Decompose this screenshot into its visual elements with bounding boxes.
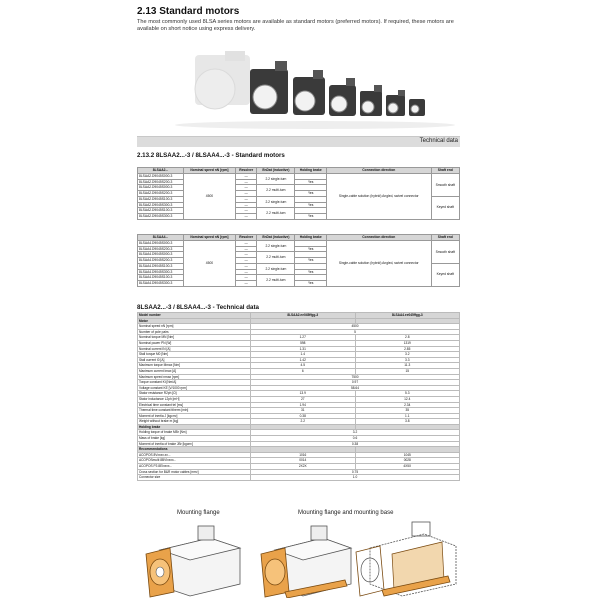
subsection-title: 2.13.2 8LSAA2...-3 / 8LSAA4...-3 - Standard motors	[137, 152, 285, 159]
motor-table-8lsaa4	[137, 234, 460, 287]
table-row: 8LSAA2.D9045S000-3 — 2.2 multi-turn	[138, 185, 460, 191]
figure-label-mounting-flange-and-base: Mounting flange and mounting base	[298, 510, 394, 516]
table-row: Voltage constant KE [V/1000 rpm] 58.64	[138, 385, 460, 391]
col-connection: Connection direction	[327, 235, 432, 241]
table-row: 8LSAA2.D9045S100-3 — 2.2 single-turn Keyed shaft	[138, 196, 460, 202]
col-shaft: Shaft end	[431, 168, 459, 174]
table-row: Stator resistance R2ph [Ω] 13.9 5.3	[138, 391, 460, 397]
motor-drawing-flange	[140, 520, 250, 598]
table-row: 8LSAA4.D9045S100-3 — 2.2 single-turn Keyed shaft	[138, 263, 460, 269]
section-title: 2.13 Standard motors	[137, 6, 240, 17]
col-brake: Holding brake	[295, 168, 327, 174]
col-speed: Nominal speed nN [rpm]	[183, 235, 235, 241]
table-row: Maximum torque Mmax [Nm] 4.5 11.3	[138, 363, 460, 369]
table-row: Torque constant Kt [Nm/A] 0.97	[138, 380, 460, 386]
technical-data-banner	[137, 136, 460, 147]
intro-paragraph: The most commonly used 8LSA series motors are available as standard motors (preferred motors). If required, these motors are available on short notice using express delivery.	[137, 19, 454, 32]
table-row: Nominal power PN [W] 598 1319	[138, 340, 460, 346]
group-row: Holding brake	[138, 424, 460, 430]
table-row: 8LSAA4.D9045S300-3 — Yes	[138, 280, 460, 286]
table-row: 8LSAA4.D9045S200-3 — Yes	[138, 246, 460, 252]
table-row: Cross section for B&R motor cables [mm²] 0.75	[138, 469, 460, 475]
table-row: ACOPOSmulti 8BVIxxxx... 0014 0028	[138, 458, 460, 464]
table-row: Weight without brake m [kg] 2.2 3.8	[138, 419, 460, 425]
group-row: Model number 8LSAA2.ee045ffgg-3 8LSAA4.ee045ffgg-3	[138, 313, 460, 319]
motor-table-8lsaa2	[137, 167, 460, 220]
col-speed: Nominal speed nN [rpm]	[183, 168, 235, 174]
banner-label: Technical data	[419, 138, 458, 144]
table-row: Electrical time constant tel [ms] 1.94 2.34	[138, 402, 460, 408]
motor-lineup-image	[165, 47, 455, 132]
col-endat: EnDat (inductive)	[257, 168, 295, 174]
col-endat: EnDat (inductive)	[257, 235, 295, 241]
col-shaft: Shaft end	[431, 235, 459, 241]
table-row: ACOPOS P3 8EIxxxx... 2X2X 4X5X	[138, 464, 460, 470]
table-row: 8LSAA2.D9045S300-3 — Yes	[138, 213, 460, 219]
table-row: 8LSAA2.D9045S000-3 4500 — 2.2 single-turn Single-cable solution (hybrid) Angled, swivel connector Smooth shaft	[138, 174, 460, 180]
col-model: 8LSAA4...	[138, 235, 184, 241]
table-row: 8LSAA4.D9045S100-3 — 2.2 multi-turn	[138, 275, 460, 281]
col-brake: Holding brake	[295, 235, 327, 241]
table-row: Stall current I0 [A] 1.42 3.3	[138, 357, 460, 363]
table-row: Connector size 1.0	[138, 475, 460, 481]
motor-drawing-transparent	[352, 520, 460, 598]
table-row: Moment of inertia of brake JBr [kgcm²] 0.38	[138, 441, 460, 447]
table-row: 8LSAA4.D9045S300-3 — Yes	[138, 269, 460, 275]
col-connection: Connection direction	[327, 168, 432, 174]
col-resolver: Resolver	[235, 168, 256, 174]
group-row: Motor	[138, 318, 460, 324]
table-row: 8LSAA4.D9045S000-3 4500 — 2.2 single-turn Single-cable solution (hybrid) Angled, swivel connector Smooth shaft	[138, 241, 460, 247]
table-row: Nominal speed nN [rpm] 4500	[138, 324, 460, 330]
table-row: 8LSAA2.D9045S200-3 — Yes	[138, 179, 460, 185]
table-row: ACOPOS 8Vxxxx.xx... 1016 1045	[138, 452, 460, 458]
col-resolver: Resolver	[235, 235, 256, 241]
table-row: Stator inductance L2ph [mH] 27 12.4	[138, 396, 460, 402]
table-row: Stall torque M0 [Nm] 1.4 3.2	[138, 352, 460, 358]
table-row: Maximum current Imax [A] 6 15	[138, 368, 460, 374]
technical-data-table	[137, 312, 460, 481]
table-row: Number of pole pairs 5	[138, 329, 460, 335]
table-row: 8LSAA4.D9045S000-3 — 2.2 multi-turn	[138, 252, 460, 258]
group-row: Recommendations	[138, 447, 460, 453]
table-row: Holding torque of brake MBr [Nm] 3.2	[138, 430, 460, 436]
table-row: Nominal current IN [A] 1.31 2.85	[138, 346, 460, 352]
table-row: Moment of inertia J [kgcm²] 0.38 1.1	[138, 413, 460, 419]
figure-label-mounting-flange: Mounting flange	[177, 510, 220, 516]
table-row: Mass of brake [kg] 0.6	[138, 436, 460, 442]
table-row: Thermal time constant ttherm [min] 31 35	[138, 408, 460, 414]
table-row: 8LSAA2.D9045S100-3 — 2.2 multi-turn	[138, 208, 460, 214]
col-model: 8LSAA2...	[138, 168, 184, 174]
motor-drawing-flange-and-base	[255, 520, 355, 598]
table-row: Nominal torque MN [Nm] 1.27 2.8	[138, 335, 460, 341]
technical-data-title: 8LSAA2...-3 / 8LSAA4...-3 - Technical data	[137, 304, 259, 311]
table-row: Maximum speed nmax [rpm] 7500	[138, 374, 460, 380]
table-row: 8LSAA2.D9045S200-3 — Yes	[138, 191, 460, 197]
table-row: 8LSAA2.D9045S300-3 — Yes	[138, 202, 460, 208]
table-row: 8LSAA4.D9045S200-3 — Yes	[138, 258, 460, 264]
